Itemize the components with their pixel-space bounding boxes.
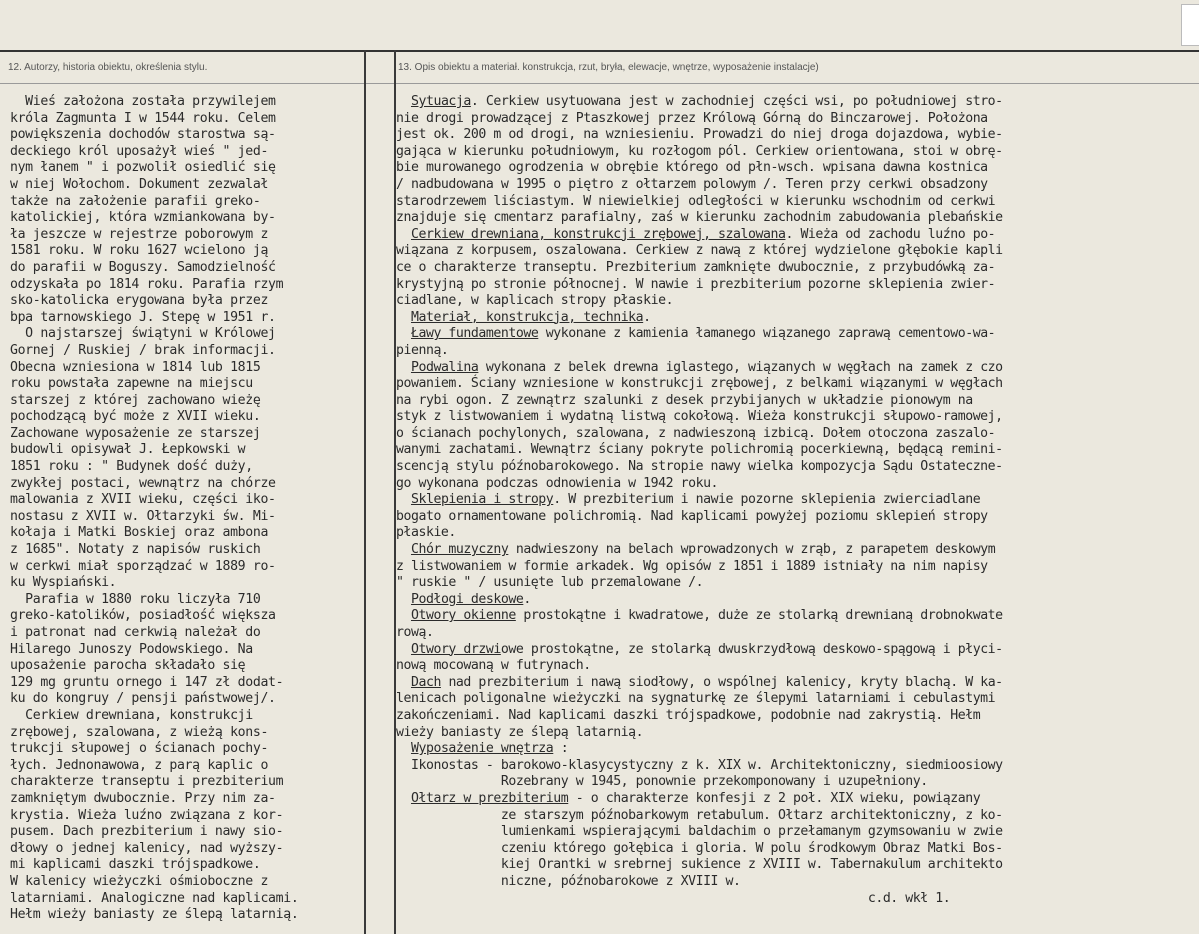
description-line <box>396 393 1196 410</box>
history-line: Parafia w 1880 roku liczyła 710 <box>10 591 261 607</box>
line-text: ciadlane, w kaplicach stropy płaskie. <box>396 293 674 309</box>
description-line <box>396 194 1196 211</box>
line-text: Rozebrany w 1945, ponownie przekomponowany i uzupełniony. <box>396 774 928 790</box>
line-text: pienną. <box>396 342 449 358</box>
line-text: c.d. wkł 1. <box>396 890 951 906</box>
history-line: greko-katolików, posiadłość większa <box>10 608 276 624</box>
line-text: gająca w kierunku południowym, ku rozłogom pól. Cerkiew orientowana, stoi w obrę- <box>396 143 1003 159</box>
line-text: nie drogi prowadzącej z Ptaszkowej przez Królową Górną do Binczarowej. Położona <box>396 110 988 126</box>
description-line <box>396 592 1196 609</box>
history-text-column <box>10 94 360 924</box>
history-line: Obecna wzniesiona w 1814 lub 1815 <box>10 359 261 375</box>
description-line <box>396 476 1196 493</box>
history-line: zwykłej postaci, wewnątrz na chórze <box>10 475 276 491</box>
line-text: / nadbudowana w 1995 o piętro z ołtarzem polowym /. Teren przy cerkwi obsadzony <box>396 176 988 192</box>
description-line <box>396 525 1196 542</box>
history-line: powiększenia dochodów starostwa są- <box>10 127 276 143</box>
description-line <box>396 691 1196 708</box>
line-text: - o charakterze konfesji z 2 poł. XIX wieku, powiązany <box>568 790 981 806</box>
history-line: zamkniętym dwubocznie. Przy nim za- <box>10 790 276 806</box>
line-text: " ruskie " / usunięte lub przemalowane /. <box>396 575 704 591</box>
description-line <box>396 293 1196 310</box>
header-top-rule <box>0 50 1199 52</box>
history-line: nym łanem " i pozwolił osiedlić się <box>10 160 276 176</box>
description-line <box>396 160 1196 177</box>
line-text: czeniu którego gołębica i gloria. W polu środkowym Obraz Matki Bos- <box>396 840 1003 856</box>
header-bottom-rule <box>0 83 1199 84</box>
description-line <box>396 326 1196 343</box>
description-line <box>396 725 1196 742</box>
description-line <box>396 442 1196 459</box>
line-text: wieży baniasty ze ślepą latarnią. <box>396 724 644 740</box>
description-line <box>396 492 1196 509</box>
line-text: . W prezbiterium i nawie pozorne sklepienia zwierciadlane <box>553 492 981 508</box>
line-text: kiej Orantki w srebrnej sukience z XVIII w. Tabernakulum architekto <box>396 857 1003 873</box>
description-line <box>396 277 1196 294</box>
line-text: owe prostokątne, ze stolarką dwuskrzydłową deskowo-spągową i płyci- <box>500 641 1003 657</box>
history-line: Hilarego Junoszy Podowskiego. Na <box>10 641 253 657</box>
description-line <box>396 642 1196 659</box>
description-line <box>396 891 1196 908</box>
history-line: do parafii w Boguszy. Samodzielność <box>10 259 276 275</box>
line-text: bie murowanego ogrodzenia w obrębie którego od płn-wsch. wpisana dawna kostnica <box>396 160 988 176</box>
description-line <box>396 625 1196 642</box>
line-text: scencją stylu późnobarokowego. Na stropie nawy wielka kompozycja Sądu Ostateczne- <box>396 459 1003 475</box>
description-line <box>396 310 1196 327</box>
description-line <box>396 608 1196 625</box>
history-line: Cerkiew drewniana, konstrukcji <box>10 707 253 723</box>
line-text: bogato ornamentowane polichromią. Nad kaplicami powyżej poziomu sklepień stropy <box>396 508 988 524</box>
description-line <box>396 94 1196 111</box>
description-line <box>396 658 1196 675</box>
history-line: deckiego król uposażył wieś " jed- <box>10 143 269 159</box>
description-line <box>396 260 1196 277</box>
history-line: 1581 roku. W roku 1627 wcielono ją <box>10 243 269 259</box>
description-line <box>396 459 1196 476</box>
history-line: trukcji słupowej o ścianach pochy- <box>10 741 269 757</box>
section-heading: Wyposażenie wnętrza <box>410 741 554 757</box>
line-text: starodrzewem liściastym. W niewielkiej odległości w kierunku wschodnim od cerkwi <box>396 193 996 209</box>
description-line <box>396 675 1196 692</box>
description-line <box>396 111 1196 128</box>
history-line: Gornej / Ruskiej / brak informacji. <box>10 342 276 358</box>
section-heading: Otwory drzwi <box>410 641 501 657</box>
line-text: niczne, późnobarokowe z XVIII w. <box>396 873 741 889</box>
line-text: wykonane z kamienia łamanego wiązanego zaprawą cementowo-wa- <box>538 326 996 342</box>
line-text: rową. <box>396 625 434 640</box>
description-text-column <box>396 94 1196 907</box>
description-line <box>396 343 1196 360</box>
line-text: prostokątne i kwadratowe, duże ze stolarką drewnianą drobnokwate <box>515 608 1003 624</box>
history-line: z 1685". Notaty z napisów ruskich <box>10 542 261 558</box>
description-line <box>396 708 1196 725</box>
line-text: nad prezbiterium i nawą siodłowy, o wspólnej kalenicy, kryty blachą. W ka- <box>440 674 1003 690</box>
history-line: uposażenie parocha składało się <box>10 658 246 674</box>
history-line: ku Wyspiański. <box>10 575 117 591</box>
line-text: na rybi ogon. Z zewnątrz szalunki z desek przybijanych w układzie pionowym na <box>396 392 973 408</box>
description-line <box>396 758 1196 775</box>
section-heading: Ołtarz w prezbiterium <box>410 790 569 806</box>
description-line <box>396 376 1196 393</box>
line-text: . <box>523 591 531 607</box>
history-line: latarniami. Analogiczne nad kaplicami. <box>10 890 299 906</box>
description-line <box>396 360 1196 377</box>
description-line <box>396 542 1196 559</box>
line-text: . Cerkiew usytuowana jest w zachodniej części wsi, po południowej stro- <box>470 94 1003 109</box>
history-line: króla Zagmunta I w 1544 roku. Celem <box>10 110 276 126</box>
line-text: nadwieszony na belach wprowadzonych w zrąb, z parapetem deskowym <box>508 542 996 558</box>
line-text: nową mocowaną w futrynach. <box>396 658 591 674</box>
history-line: O najstarszej świątyni w Królowej <box>10 326 276 342</box>
line-text: o ścianach pochylonych, szalowana, z nadwieszoną izbicą. Dołem otoczona zaszalo- <box>396 425 996 441</box>
description-line <box>396 227 1196 244</box>
line-text: lumienkami wspierającymi baldachim o przełamanym gzymsowaniu w zwie <box>396 824 1003 840</box>
history-line: Hełm wieży baniasty ze ślepą latarnią. <box>10 907 299 923</box>
description-line <box>396 575 1196 592</box>
history-line: i patronat nad cerkwią należał do <box>10 625 261 640</box>
line-text: wanymi zachatami. Wewnątrz ściany pokryte polichromią pocerkiewną, będącą remini- <box>396 442 1003 458</box>
line-text: krystyjną po stronie północnej. W nawie i prezbiterium pozorne sklepienia zwier- <box>396 276 996 292</box>
line-text: znajduje się cmentarz parafialny, zaś w kierunku zachodnim zabudowania plebańskie <box>396 210 1003 226</box>
history-line: charakterze transeptu i prezbiterium <box>10 774 284 790</box>
description-line <box>396 409 1196 426</box>
history-line: ła jeszcze w rejestrze poborowym z <box>10 226 269 242</box>
section-heading: Otwory okienne <box>410 608 516 624</box>
line-text: styk z listwowaniem i wydatną listwą cokołową. Wieża konstrukcji słupowo-ramowej, <box>396 409 1003 425</box>
history-line: w cerkwi miał sporządzać w 1889 ro- <box>10 558 276 574</box>
history-line: sko-katolicka erygowana była przez <box>10 293 269 309</box>
description-line <box>396 841 1196 858</box>
section-heading: Sklepienia i stropy <box>410 492 554 508</box>
description-line <box>396 774 1196 791</box>
line-text: . <box>643 309 651 325</box>
line-text: powaniem. Ściany wzniesione w konstrukcji zrębowej, z belkami wiązanymi w węgłach <box>396 376 1003 392</box>
section-heading: Cerkiew drewniana, konstrukcji zrębowej, szalowana <box>410 226 786 242</box>
history-line: katolickiej, która wzmiankowana by- <box>10 210 276 226</box>
description-line <box>396 857 1196 874</box>
line-text: zakończeniami. Nad kaplicami daszki trójspadkowe, podobnie nad zakrystią. Hełm <box>396 707 981 723</box>
line-text: ce o charakterze transeptu. Prezbiterium zamknięte dwubocznie, z przybudówką za- <box>396 259 996 275</box>
description-line <box>396 243 1196 260</box>
line-text: go wykonana podczas odnowienia w 1942 roku. <box>396 475 719 491</box>
history-line: 129 mg gruntu ornego i 147 zł dodat- <box>10 674 284 690</box>
description-line <box>396 808 1196 825</box>
line-text: : <box>553 741 569 757</box>
description-line <box>396 426 1196 443</box>
history-line: roku powstała zapewne na miejscu <box>10 376 253 392</box>
history-line: mi kaplicami daszki trójspadkowe. <box>10 857 261 873</box>
section-heading: Podłogi deskowe <box>410 591 524 607</box>
history-line: starszej z której zachowano wieżę <box>10 392 261 408</box>
history-line: W kalenicy wieżyczki ośmioboczne z <box>10 873 269 889</box>
section-heading: Chór muzyczny <box>410 542 509 558</box>
history-line: ku do kongruy / pensji państwowej/. <box>10 691 276 707</box>
section-heading: Ławy fundamentowe <box>410 326 539 342</box>
section-heading: Materiał, konstrukcja, technika <box>410 309 644 325</box>
description-line <box>396 210 1196 227</box>
history-line: pusem. Dach prezbiterium i nawy sio- <box>10 824 284 840</box>
history-line: bpa tarnowskiego J. Stepę w 1951 r. <box>10 309 276 325</box>
description-line <box>396 177 1196 194</box>
line-text: wykonana z belek drewna iglastego, wiązanych w węgłach na zamek z czo <box>478 359 1003 375</box>
section-13-header: 13. Opis obiektu a materiał. konstrukcja, rzut, bryła, elewacje, wnętrze, wyposażenie instalacje) <box>398 62 819 73</box>
section-heading: Dach <box>410 674 441 690</box>
section-heading: Sytuacja <box>410 94 471 109</box>
history-line: odzyskała po 1814 roku. Parafia rzym <box>10 276 284 292</box>
history-line: nostasu z XVII w. Ołtarzyki św. Mi- <box>10 508 276 524</box>
history-line: Zachowane wyposażenie ze starszej <box>10 425 261 441</box>
line-text: jest ok. 200 m od drogi, na wzniesieniu. Prowadzi do niej droga dojazdowa, wybie- <box>396 127 1003 143</box>
column-divider-left <box>364 50 366 934</box>
description-line <box>396 791 1196 808</box>
line-text: lenicach poligonalne wieżyczki na sygnaturkę ze ślepymi latarniami i cebulastymi <box>396 691 996 707</box>
history-line: krystia. Wieża luźno związana z kor- <box>10 807 284 823</box>
history-line: Wieś założona została przywilejem <box>10 94 276 109</box>
description-line <box>396 127 1196 144</box>
description-line <box>396 509 1196 526</box>
line-text: ze starszym późnobarkowym retabulum. Ołtarz architektoniczny, z ko- <box>396 807 1003 823</box>
line-text: wiązana z korpusem, oszalowana. Cerkiew z nawą z której wydzielone głębokie kapli <box>396 243 1003 259</box>
description-line <box>396 559 1196 576</box>
corner-mark <box>1181 4 1199 46</box>
history-line: w niej Wołochom. Dokument zezwalał <box>10 176 269 192</box>
description-line <box>396 144 1196 161</box>
history-line: kołaja i Matki Boskiej oraz ambona <box>10 525 269 541</box>
section-12-header: 12. Autorzy, historia obiektu, określenia stylu. <box>8 62 208 73</box>
line-text: . Wieża od zachodu luźno po- <box>785 226 996 242</box>
line-text: z listwowaniem w formie arkadek. Wg opisów z 1851 i 1889 istniały na nim napisy <box>396 558 988 574</box>
history-line: budowli opisywał J. Łepkowski w <box>10 442 246 458</box>
history-line: pochodzącą być może z XVII wieku. <box>10 409 261 425</box>
history-line: łych. Jednonawowa, z parą kaplic o <box>10 757 269 773</box>
description-line <box>396 824 1196 841</box>
history-line: malowania z XVII wieku, części iko- <box>10 492 276 508</box>
history-line: także na założenie parafii greko- <box>10 193 261 209</box>
section-heading: Podwalina <box>410 359 479 375</box>
history-line: zrębowej, szalowana, z wieżą kons- <box>10 724 269 740</box>
history-line: dłowy o jednej kalenicy, nad wyższy- <box>10 840 284 856</box>
description-line <box>396 741 1196 758</box>
description-line <box>396 874 1196 891</box>
line-text: płaskie. <box>396 525 456 541</box>
line-text: Ikonostas - barokowo-klasycystyczny z k. XIX w. Architektoniczny, siedmioosiowy <box>410 757 1003 773</box>
history-line: 1851 roku : " Budynek dość duży, <box>10 459 253 475</box>
